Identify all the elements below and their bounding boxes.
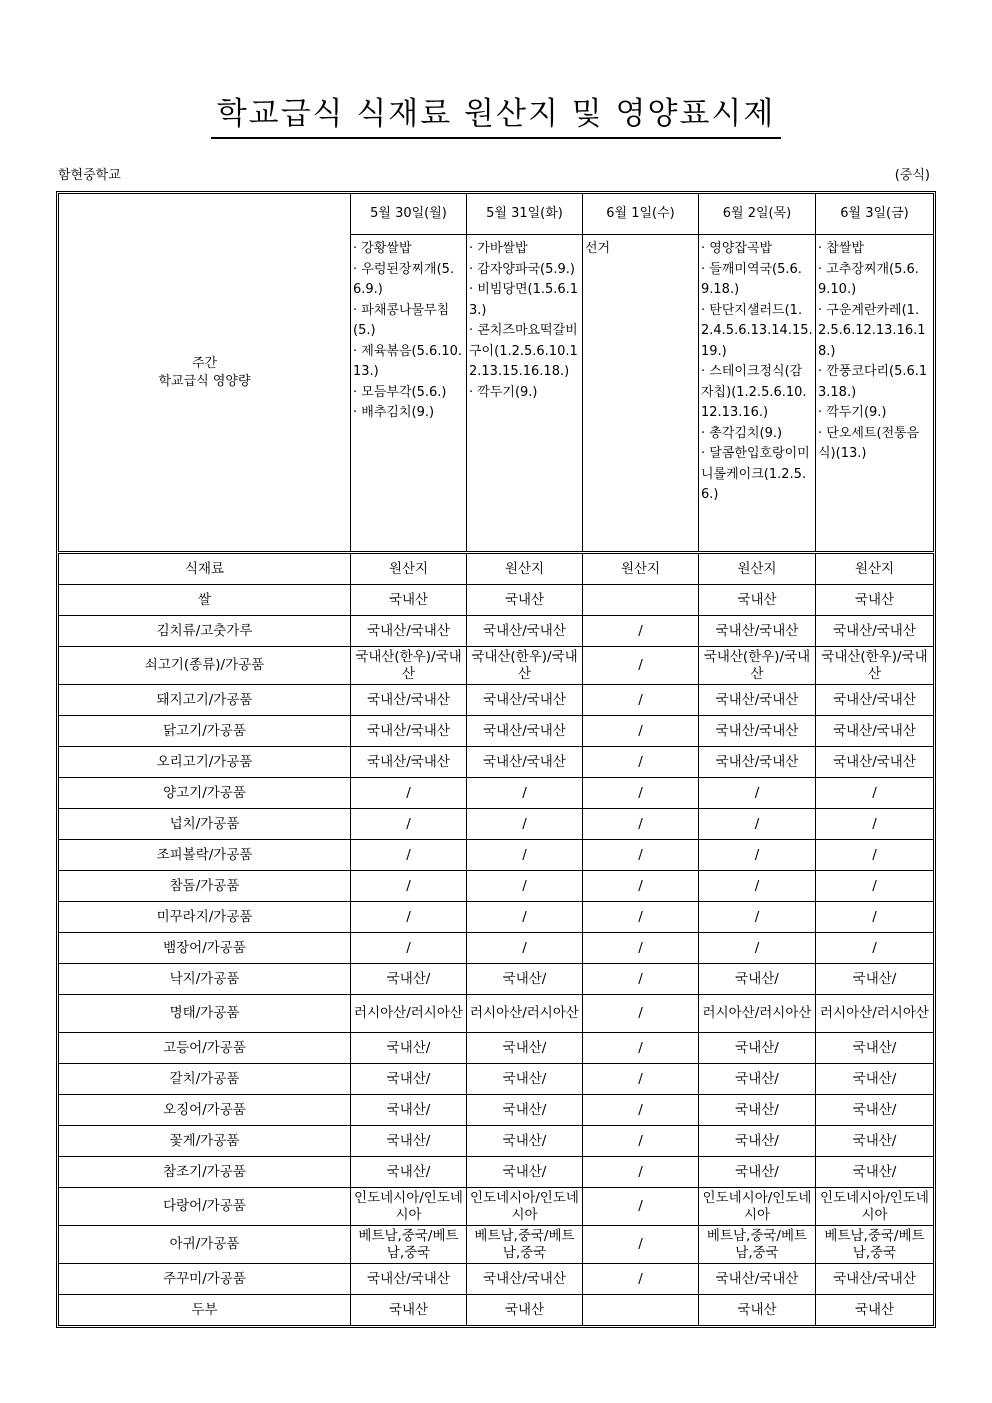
origin-cell: 인도네시아/인도네시아 [699,1188,816,1226]
origin-cell: / [583,995,699,1033]
origin-cell: 국내산/국내산 [699,616,816,647]
ingredient-name: 미꾸라지/가공품 [59,902,351,933]
origin-cell: / [583,716,699,747]
origin-cell: / [583,616,699,647]
origin-cell: 국내산/ [467,1064,583,1095]
origin-cell: 국내산 [467,585,583,616]
origin-cell: 국내산/ [816,1157,934,1188]
ingredient-name: 넙치/가공품 [59,809,351,840]
origin-cell: 국내산/국내산 [816,685,934,716]
origin-cell: / [583,1033,699,1064]
origin-cell: 국내산 [816,585,934,616]
origin-cell: / [816,871,934,902]
ingredient-name: 다랑어/가공품 [59,1188,351,1226]
origin-cell: 국내산/국내산 [351,747,467,778]
ingredient-name: 오리고기/가공품 [59,747,351,778]
weekly-label-line1: 주간 [191,355,218,371]
table-row [59,1295,934,1326]
origin-cell: 인도네시아/인도네시아 [816,1188,934,1226]
origin-cell: / [467,933,583,964]
table-row [59,902,934,933]
origin-cell: 국내산 [467,1295,583,1326]
origin-cell: 국내산/국내산 [699,716,816,747]
ingredient-name: 아귀/가공품 [59,1226,351,1264]
table-row [59,747,934,778]
menu-item: · 영양잡곡밥 [701,241,773,256]
origin-cell: / [583,1064,699,1095]
origin-cell: 국내산(한우)/국내산 [467,647,583,685]
origin-header-row [59,553,934,585]
menu-item: · 깐풍코다리(5.6.13.18.) [818,364,928,400]
origin-cell: / [583,964,699,995]
origin-cell: 국내산/ [467,1126,583,1157]
origin-nutrition-table [58,193,934,1326]
ingredient-name: 김치류/고춧가루 [59,616,351,647]
origin-cell: / [467,778,583,809]
ingredient-name: 닭고기/가공품 [59,716,351,747]
origin-cell: 국내산/국내산 [351,716,467,747]
table-row [59,1033,934,1064]
origin-cell: 국내산/ [699,964,816,995]
origin-cell: / [351,933,467,964]
origin-cell: / [699,778,816,809]
origin-cell: / [816,778,934,809]
menu-item: · 찹쌀밥 [818,241,864,256]
menu-item: · 총각김치(9.) [701,425,783,441]
ingredient-name: 명태/가공품 [59,995,351,1033]
origin-cell: / [583,809,699,840]
origin-cell: / [351,840,467,871]
origin-cell: 베트남,중국/베트남,중국 [351,1226,467,1264]
origin-cell: 국내산/ [699,1064,816,1095]
menu-item: · 파채콩나물무침(5.) [353,302,450,338]
origin-cell: / [351,902,467,933]
origin-cell: / [699,902,816,933]
origin-header-5: 원산지 [816,553,934,585]
menu-item: · 가바쌀밥 [469,241,528,256]
menu-cell-1 [467,235,583,553]
origin-cell: 국내산/ [351,964,467,995]
menu-item: · 모듬부각(5.6.) [353,384,447,400]
origin-cell: 국내산/국내산 [816,1264,934,1295]
table-row [59,1264,934,1295]
origin-cell: 국내산 [699,585,816,616]
ingredient-name: 조피볼락/가공품 [59,840,351,871]
ingredient-name: 주꾸미/가공품 [59,1264,351,1295]
menu-item: · 배추김치(9.) [353,405,435,420]
origin-cell: / [583,1188,699,1226]
origin-cell: 국내산/ [699,1033,816,1064]
origin-cell: 러시아산/러시아산 [351,995,467,1033]
origin-cell: 국내산/국내산 [467,685,583,716]
origin-cell: / [699,809,816,840]
origin-cell: / [583,1157,699,1188]
origin-cell: 베트남,중국/베트남,중국 [816,1226,934,1264]
day-header-1: 5월 31일(화) [467,194,583,235]
menu-item: · 고추장찌개(5.6.9.10.) [818,261,919,297]
origin-cell: / [816,902,934,933]
menu-item: · 비빔당면(1.5.6.13.) [469,282,579,318]
document-title-wrap [0,88,992,139]
origin-cell: 국내산/ [699,1126,816,1157]
menu-cell-4 [816,235,934,553]
origin-cell: / [583,871,699,902]
origin-cell: 인도네시아/인도네시아 [351,1188,467,1226]
origin-cell: 러시아산/러시아산 [699,995,816,1033]
menu-item: · 달콤한입호랑이미니롤케이크(1.2.5.6.) [701,446,810,502]
ingredient-name: 갈치/가공품 [59,1064,351,1095]
origin-cell: / [583,1226,699,1264]
table-row [59,809,934,840]
origin-cell: 국내산/국내산 [467,716,583,747]
origin-cell: / [816,809,934,840]
table-row [59,585,934,616]
menu-item: · 콘치즈마요떡갈비구이(1.2.5.6.10.12.13.15.16.18.) [469,323,578,379]
origin-cell: / [467,809,583,840]
day-header-0: 5월 30일(월) [351,194,467,235]
day-header-3: 6월 2일(목) [699,194,816,235]
table-row [59,995,934,1033]
origin-cell: 국내산(한우)/국내산 [699,647,816,685]
origin-cell: 국내산 [351,1295,467,1326]
ingredient-name: 뱀장어/가공품 [59,933,351,964]
origin-cell: 국내산/국내산 [699,1264,816,1295]
origin-cell: / [583,647,699,685]
origin-cell: / [583,840,699,871]
menu-item: · 우렁된장찌개(5.6.9.) [353,261,455,297]
origin-cell [583,1295,699,1326]
origin-cell: 국내산/ [816,964,934,995]
origin-cell: / [583,933,699,964]
origin-cell: 국내산 [816,1295,934,1326]
origin-cell: / [351,778,467,809]
table-row [59,1126,934,1157]
table-row [59,685,934,716]
table-row [59,716,934,747]
origin-cell: 인도네시아/인도네시아 [467,1188,583,1226]
menu-item: · 감자양파국(5.9.) [469,261,576,277]
origin-cell: 국내산/ [351,1064,467,1095]
origin-cell: / [583,1264,699,1295]
origin-cell: / [699,933,816,964]
menu-item: · 깍두기(9.) [818,405,887,420]
origin-cell: / [467,902,583,933]
origin-cell: 국내산/ [816,1095,934,1126]
ingredient-name: 양고기/가공품 [59,778,351,809]
table-row [59,647,934,685]
menu-cell-0 [351,235,467,553]
ingredient-name: 돼지고기/가공품 [59,685,351,716]
menu-cell-3 [699,235,816,553]
origin-cell: 국내산(한우)/국내산 [351,647,467,685]
origin-cell: 베트남,중국/베트남,중국 [467,1226,583,1264]
origin-cell: / [351,871,467,902]
day-header-row [59,194,934,235]
origin-cell: / [816,840,934,871]
ingredient-name: 오징어/가공품 [59,1095,351,1126]
origin-cell: 국내산/ [351,1095,467,1126]
table-row [59,778,934,809]
weekly-label-line2: 학교급식 영양량 [158,373,251,389]
origin-cell: 국내산/ [351,1033,467,1064]
origin-header-1: 원산지 [351,553,467,585]
table-row [59,933,934,964]
origin-header-4: 원산지 [699,553,816,585]
origin-cell: 국내산 [699,1295,816,1326]
menu-item: · 강황쌀밥 [353,241,412,256]
origin-cell: 국내산/ [467,1033,583,1064]
origin-cell: / [583,1095,699,1126]
document-title: 학교급식 식재료 원산지 및 영양표시제 [211,88,782,139]
menu-item: · 탄단지샐러드(1.2.4.5.6.13.14.15.19.) [701,302,813,359]
origin-cell: / [583,685,699,716]
origin-cell: / [467,871,583,902]
origin-cell: 국내산/ [699,1095,816,1126]
ingredient-name: 고등어/가공품 [59,1033,351,1064]
origin-cell: 국내산/국내산 [699,747,816,778]
origin-cell: 국내산 [351,585,467,616]
menu-cell-2 [583,235,699,553]
origin-cell: / [583,747,699,778]
ingredient-name: 참조기/가공품 [59,1157,351,1188]
ingredient-name: 참돔/가공품 [59,871,351,902]
origin-cell: 국내산/ [816,1126,934,1157]
origin-cell: 국내산/국내산 [467,616,583,647]
table-row [59,1188,934,1226]
weekly-nutrition-label [59,194,351,553]
origin-cell: 국내산/국내산 [699,685,816,716]
origin-cell: 베트남,중국/베트남,중국 [699,1226,816,1264]
origin-cell: / [583,778,699,809]
table-row [59,616,934,647]
origin-cell: 국내산/국내산 [816,747,934,778]
ingredient-name: 두부 [59,1295,351,1326]
ingredient-name: 쌀 [59,585,351,616]
origin-cell: / [351,809,467,840]
menu-item: · 구운계란카레(1.2.5.6.12.13.16.18.) [818,302,926,359]
origin-cell: 국내산/ [351,1157,467,1188]
origin-cell: / [583,902,699,933]
menu-item: · 깍두기(9.) [469,384,538,400]
origin-cell: 국내산/국내산 [816,716,934,747]
origin-cell: 국내산/ [467,964,583,995]
origin-cell: 국내산/국내산 [351,685,467,716]
table-row [59,964,934,995]
origin-cell: 국내산/국내산 [351,616,467,647]
menu-item: · 들깨미역국(5.6.9.18.) [701,261,802,297]
origin-cell: 국내산/ [816,1033,934,1064]
origin-cell: 국내산/국내산 [467,1264,583,1295]
origin-cell: 국내산/국내산 [351,1264,467,1295]
origin-cell: / [699,871,816,902]
table-row [59,871,934,902]
table-row [59,1095,934,1126]
menu-item: 선거 [585,241,611,256]
table-row [59,840,934,871]
origin-cell: 국내산/ [467,1157,583,1188]
origin-cell: / [583,1126,699,1157]
ingredient-name: 쇠고기(종류)/가공품 [59,647,351,685]
origin-cell: 국내산/ [467,1095,583,1126]
menu-item: · 단오세트(전통음식)(13.) [818,425,920,461]
origin-cell: / [467,840,583,871]
origin-cell: 국내산/국내산 [467,747,583,778]
origin-cell: 러시아산/러시아산 [467,995,583,1033]
meal-type: (중식) [894,168,930,183]
menu-item: · 제육볶음(5.6.10.13.) [353,343,463,379]
origin-header-3: 원산지 [583,553,699,585]
origin-cell: 러시아산/러시아산 [816,995,934,1033]
ingredient-name: 낙지/가공품 [59,964,351,995]
origin-cell: 국내산(한우)/국내산 [816,647,934,685]
origin-cell: 국내산/ [816,1064,934,1095]
day-header-4: 6월 3일(금) [816,194,934,235]
origin-cell [583,585,699,616]
origin-cell: 국내산/국내산 [816,616,934,647]
origin-cell: 국내산/ [351,1126,467,1157]
origin-header-0: 식재료 [59,553,351,585]
table-row [59,1157,934,1188]
ingredient-name: 꽃게/가공품 [59,1126,351,1157]
origin-header-2: 원산지 [467,553,583,585]
origin-cell: / [699,840,816,871]
day-header-2: 6월 1일(수) [583,194,699,235]
table-row [59,1226,934,1264]
menu-item: · 스테이크정식(감자칩)(1.2.5.6.10.12.13.16.) [701,364,807,420]
table-row [59,1064,934,1095]
school-name: 함현중학교 [58,168,121,183]
origin-cell: 국내산/ [699,1157,816,1188]
origin-cell: / [816,933,934,964]
